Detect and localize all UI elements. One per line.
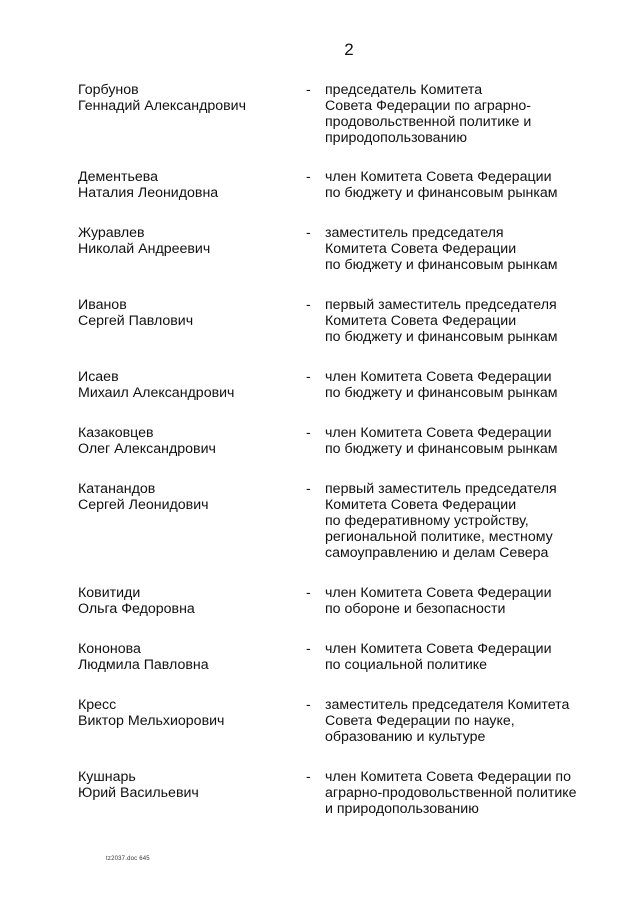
member-dash: - <box>306 225 311 241</box>
member-surname: Иванов <box>78 297 127 313</box>
member-name <box>78 297 298 329</box>
member-name <box>78 481 298 513</box>
member-role-line: по бюджету и финансовым рынкам <box>325 385 558 401</box>
member-name <box>78 169 298 201</box>
member-role-line: член Комитета Совета Федерации <box>325 369 552 385</box>
member-given-names: Николай Андреевич <box>78 241 211 257</box>
member-role <box>325 697 615 745</box>
member-role-line: региональной политике, местному <box>325 529 553 545</box>
member-dash: - <box>306 297 311 313</box>
member-role <box>325 169 615 201</box>
member-surname: Катанандов <box>78 481 156 497</box>
member-dash: - <box>306 481 311 497</box>
member-name <box>78 82 298 114</box>
member-dash: - <box>306 769 311 785</box>
member-name <box>78 369 298 401</box>
member-surname: Казаковцев <box>78 425 154 441</box>
member-surname: Кушнарь <box>78 769 136 785</box>
member-role <box>325 585 615 617</box>
member-role-line: самоуправлению и делам Севера <box>325 545 549 561</box>
member-given-names: Сергей Павлович <box>78 313 194 329</box>
member-role-line: заместитель председателя Комитета <box>325 697 570 713</box>
member-role-line: Комитета Совета Федерации <box>325 241 517 257</box>
member-role <box>325 297 615 345</box>
member-role-line: заместитель председателя <box>325 225 504 241</box>
member-role <box>325 82 615 146</box>
member-role-line: по федеративному устройству, <box>325 513 529 529</box>
member-role-line: первый заместитель председателя <box>325 297 557 313</box>
member-role-line: председатель Комитета <box>325 82 483 98</box>
member-role-line: образованию и культуре <box>325 729 486 745</box>
member-given-names: Михаил Александрович <box>78 385 235 401</box>
member-name <box>78 769 298 801</box>
member-surname: Журавлев <box>78 225 145 241</box>
member-role-line: аграрно-продовольственной политике <box>325 785 577 801</box>
member-role-line: член Комитета Совета Федерации по <box>325 769 572 785</box>
member-surname: Ковитиди <box>78 585 141 601</box>
member-role-line: Комитета Совета Федерации <box>325 497 517 513</box>
member-role-line: по бюджету и финансовым рынкам <box>325 185 558 201</box>
member-role <box>325 769 615 817</box>
member-given-names: Геннадий Александрович <box>78 98 246 114</box>
member-dash: - <box>306 641 311 657</box>
member-dash: - <box>306 82 311 98</box>
member-role-line: Комитета Совета Федерации <box>325 313 517 329</box>
member-name <box>78 585 298 617</box>
member-role <box>325 425 615 457</box>
member-given-names: Ольга Федоровна <box>78 601 195 617</box>
member-role-line: по бюджету и финансовым рынкам <box>325 257 558 273</box>
member-dash: - <box>306 425 311 441</box>
member-given-names: Олег Александрович <box>78 441 216 457</box>
member-surname: Дементьева <box>78 169 159 185</box>
member-role-line: член Комитета Совета Федерации <box>325 641 552 657</box>
member-given-names: Виктор Мельхиорович <box>78 713 225 729</box>
member-dash: - <box>306 369 311 385</box>
member-role-line: и природопользованию <box>325 801 479 817</box>
member-role-line: по бюджету и финансовым рынкам <box>325 441 558 457</box>
member-surname: Кресс <box>78 697 117 713</box>
member-dash: - <box>306 169 311 185</box>
member-role <box>325 481 615 561</box>
member-role <box>325 225 615 273</box>
member-surname: Кононова <box>78 641 141 657</box>
member-given-names: Наталия Леонидовна <box>78 185 219 201</box>
member-role-line: первый заместитель председателя <box>325 481 557 497</box>
member-name <box>78 697 298 729</box>
member-given-names: Юрий Васильевич <box>78 785 199 801</box>
member-role-line: продовольственной политике и <box>325 114 532 130</box>
member-role-line: природопользованию <box>325 130 467 146</box>
member-name <box>78 425 298 457</box>
member-name <box>78 225 298 257</box>
member-role-line: по социальной политике <box>325 657 488 673</box>
member-role-line: Совета Федерации по науке, <box>325 713 515 729</box>
member-dash: - <box>306 585 311 601</box>
member-role <box>325 641 615 673</box>
member-surname: Исаев <box>78 369 119 385</box>
member-dash: - <box>306 697 311 713</box>
page-number: 2 <box>344 40 354 59</box>
member-role-line: член Комитета Совета Федерации <box>325 585 552 601</box>
member-role <box>325 369 615 401</box>
member-role-line: член Комитета Совета Федерации <box>325 169 552 185</box>
member-surname: Горбунов <box>78 82 139 98</box>
member-role-line: по обороне и безопасности <box>325 601 506 617</box>
member-given-names: Людмила Павловна <box>78 657 209 673</box>
member-given-names: Сергей Леонидович <box>78 497 209 513</box>
member-role-line: член Комитета Совета Федерации <box>325 425 552 441</box>
footer-document-code: tz2037.doc 645 <box>106 856 150 862</box>
member-role-line: Совета Федерации по аграрно- <box>325 98 532 114</box>
member-name <box>78 641 298 673</box>
member-role-line: по бюджету и финансовым рынкам <box>325 329 558 345</box>
